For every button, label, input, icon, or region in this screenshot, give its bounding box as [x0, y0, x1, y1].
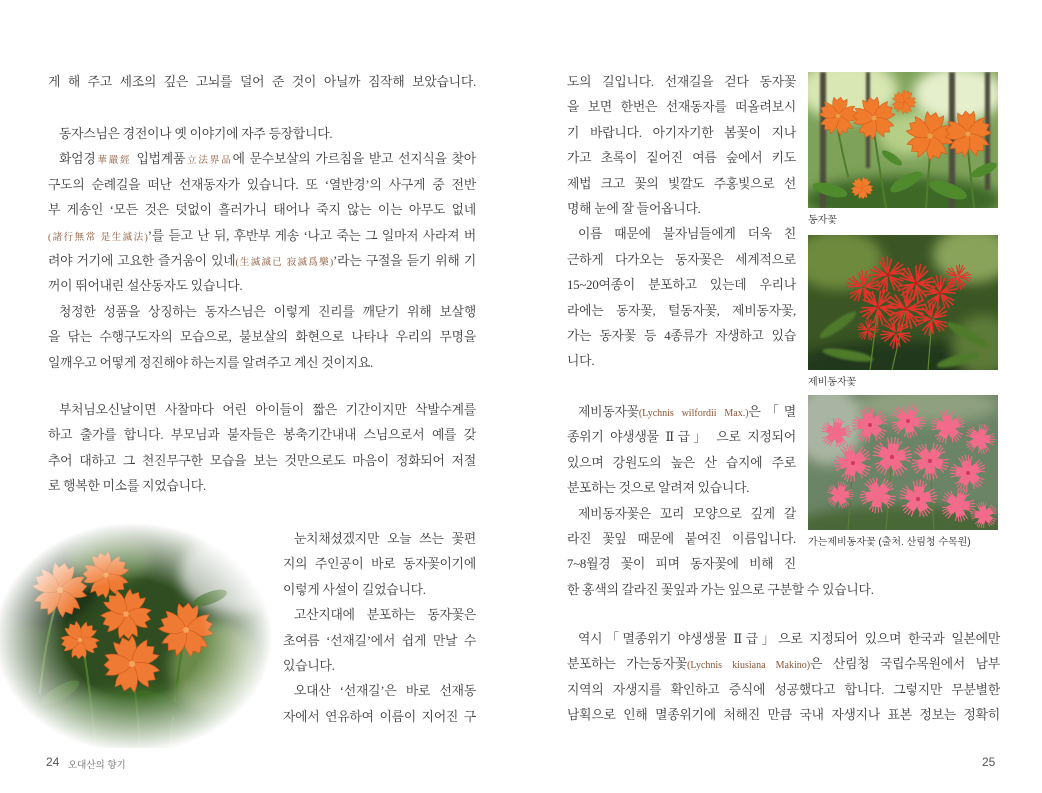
photo-caption: 제비동자꽃	[808, 377, 857, 388]
text-line: 자에서 연유하여 이름이 지어진 구	[283, 709, 476, 724]
text-line: 게 해 주고 세조의 깊은 고뇌를 덜어 준 것이 아닐까 짐작해 보았습니다.	[48, 75, 476, 89]
text-segment: 에 문수보살의 가르침을 받고 선지식을 찾아	[232, 152, 476, 167]
dongja-flower-vignette-photo	[0, 518, 278, 748]
text-line: 오대산 ‘선재길’은 바로 선재동	[294, 684, 476, 699]
photo-caption: 동자꽃	[808, 215, 837, 226]
text-segment: ’라는 구절을 듣기 위해 기	[333, 253, 476, 268]
text-line: 을 닦는 수행구도자의 모습으로, 불보살의 화현으로 나타나 우리의 무명을	[48, 330, 476, 345]
right-page-number: 25	[982, 755, 996, 769]
right-paragraph-2	[567, 400, 874, 603]
text-line: 동자스님은 경전이나 옛 이야기에 자주 등장합니다.	[59, 127, 333, 141]
flower-illustration	[808, 235, 998, 370]
text-segment: 제비동자꽃	[578, 405, 639, 419]
text-line: 기 바랍니다. 아기자기한 봄꽃이 지나	[567, 125, 796, 140]
flower-illustration	[0, 518, 278, 748]
text-line: 구도의 순례길을 떠난 선재동자가 있습니다. 또 ‘열반경’의 사구게 중 전반	[48, 177, 476, 192]
text-line: 명해 눈에 잘 들어옵니다.	[567, 201, 701, 216]
text-line: 7~8월경 꽃이 피며 동자꽃에 비해 진	[567, 557, 796, 572]
flower-illustration	[808, 72, 998, 208]
text-line: 부처님오신날이면 사찰마다 어린 아이들이 짧은 기간이지만 삭발수계를	[59, 403, 476, 417]
text-line: 초여름 ‘선재길’에서 쉽게 만날 수	[283, 633, 476, 648]
text-line: 지역의 자생지를 확인하고 증식에 성공했다고 합니다. 그렇지만 무분별한	[567, 682, 1000, 697]
text-line: 종위기 야생생물 Ⅱ급」 으로 지정되어	[567, 430, 796, 445]
text-line: 고산지대에 분포하는 동자꽃은	[294, 608, 476, 623]
text-segment: 려야 거기에 고요한 즐거움이 있네	[48, 253, 236, 268]
left-paragraph-3	[48, 398, 476, 500]
text-line	[48, 224, 476, 249]
text-line: 일깨우고 어떻게 정진해야 하는지를 알려주고 계신 것이지요.	[48, 355, 374, 370]
text-line: 가고 초록이 짙어진 여름 숲에서 키도	[567, 151, 796, 166]
text-line: 제비동자꽃은 꼬리 모양으로 깊게 갈	[578, 506, 796, 521]
text-segment: 화엄경	[59, 152, 96, 167]
text-line: 한 홍색의 갈라진 꽃잎과 가는 잎으로 구분할 수 있습니다.	[567, 582, 874, 597]
hanja-annotation: 華嚴經	[95, 156, 132, 167]
scientific-name: (Lychnis kiusiana Makino)	[687, 660, 811, 672]
text-line: 부 게송인 ‘모든 것은 덧없이 흘러가니 태어나 죽지 않는 이는 아무도 없네	[48, 203, 476, 218]
text-line: 니다.	[567, 354, 595, 369]
left-page-number: 24	[46, 755, 60, 769]
photo-caption: 가는제비동자꽃 (출처. 산림청 수목원)	[808, 537, 971, 548]
scientific-name: (Lychnis wilfordii Max.)	[638, 408, 749, 419]
text-line: 로 행복한 미소를 지었습니다.	[48, 479, 206, 494]
text-line: 근하게 다가오는 동자꽃은 세계적으로	[567, 252, 796, 267]
text-line: 꺼이 뛰어내린 설산동자도 있습니다.	[48, 279, 243, 294]
text-line: 제법 크고 꽃의 빛깔도 주홍빛으로 선	[567, 176, 796, 191]
text-line: 라에는 동자꽃, 털동자꽃, 제비동자꽃,	[567, 303, 796, 318]
right-paragraph-3	[567, 627, 1000, 729]
left-paragraph-1	[48, 70, 476, 95]
left-column-text	[283, 527, 476, 730]
text-line: 15~20여종이 분포하고 있는데 우리나	[567, 278, 796, 293]
text-line: 지의 주인공이 바로 동자꽃이기에	[283, 557, 476, 572]
text-line: 이렇게 사설이 길었습니다.	[283, 582, 426, 597]
text-line: 역시「멸종위기 야생생물 Ⅱ급」으로 지정되어 있으며 한국과 일본에만	[578, 632, 1000, 646]
jebi-dongja-flower-photo	[808, 235, 998, 370]
text-line: 있습니다.	[283, 658, 335, 673]
text-line: 있으며 강원도의 높은 산 습지에 주로	[567, 455, 796, 470]
text-segment: 입법계품	[131, 152, 186, 167]
text-line: 을 보면 한번은 선재동자를 떠올려보시	[567, 100, 796, 115]
dongja-flower-photo	[808, 72, 998, 208]
text-line: 이름 때문에 불자님들에게 더욱 친	[578, 227, 796, 242]
text-line	[567, 400, 796, 425]
text-line: 청정한 성품을 상징하는 동자스님은 이렇게 진리를 깨닫기 위해 보살행	[59, 304, 476, 319]
text-line: 눈치채셨겠지만 오늘 쓰는 꽃편	[294, 532, 476, 546]
running-title: 오대산의 향기	[68, 760, 126, 771]
text-segment: 은 산림청 국립수목원에서 남부	[810, 657, 1000, 672]
left-paragraph-2	[48, 122, 476, 376]
hanja-annotation: (生滅滅已 寂滅爲樂)	[235, 257, 334, 268]
ganeun-jebi-dongja-flower-photo	[808, 395, 998, 530]
text-segment: 은「멸	[748, 405, 797, 419]
right-paragraph-1	[567, 70, 796, 375]
text-line: 분포하는 것으로 알려져 있습니다.	[567, 481, 750, 496]
text-segment: ’를 듣고 난 뒤, 후반부 게송 ‘나고 죽는 그 일마저 사라져 버	[147, 228, 476, 243]
text-line: 하고 출가를 합니다. 부모님과 불자들은 봉축기간내내 스님으로서 예를 갖	[48, 428, 476, 443]
text-line	[567, 652, 1000, 677]
hanja-annotation: 立法界品	[185, 156, 233, 167]
text-line: 남획으로 인해 멸종위기에 처해진 만큼 국내 자생지나 표본 정보는 정확히	[567, 708, 1000, 723]
text-line: 라진 꽃잎 때문에 붙여진 이름입니다.	[567, 531, 796, 546]
text-line: 도의 길입니다. 선재길을 걷다 동자꽃	[567, 75, 796, 89]
text-line	[48, 249, 476, 274]
text-line: 추어 대하고 그 천진무구한 모습을 보는 것만으로도 마음이 정화되어 저절	[48, 453, 476, 468]
flower-illustration	[808, 395, 998, 530]
text-line: 가는 동자꽃 등 4종류가 자생하고 있습	[567, 328, 796, 343]
hanja-annotation: (諸行無常 是生滅法)	[48, 232, 148, 243]
text-line	[48, 147, 476, 172]
text-segment: 분포하는 가는동자꽃	[567, 657, 688, 672]
